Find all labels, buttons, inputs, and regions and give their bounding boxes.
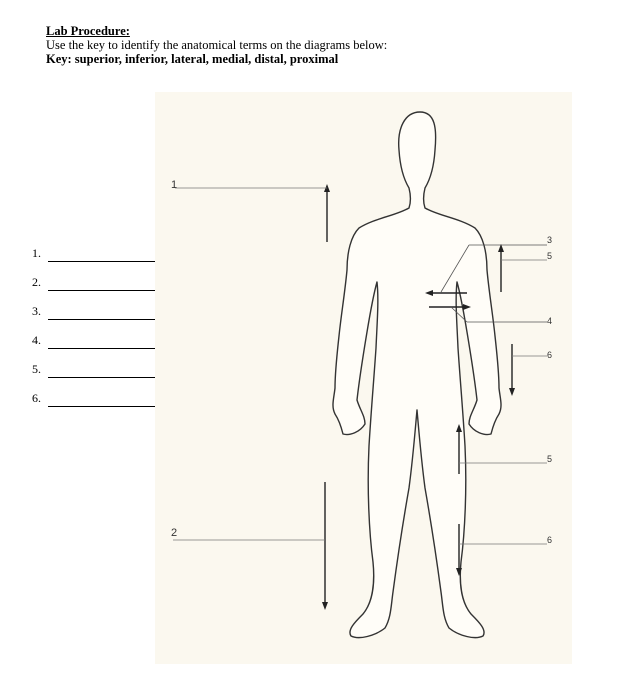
answer-number: 2. — [32, 275, 41, 289]
body-outline — [333, 112, 501, 638]
key-text: Key: superior, inferior, lateral, medial, distal, proximal — [46, 52, 339, 66]
procedure-title: Lab Procedure: — [46, 24, 130, 38]
answer-number: 1. — [32, 246, 41, 260]
figure-label-5a: 5 — [547, 251, 553, 261]
answer-number: 3. — [32, 304, 41, 318]
answer-number: 5. — [32, 362, 41, 376]
figure-label-5b: 5 — [547, 454, 553, 464]
figure-label-2: 2 — [171, 527, 178, 539]
figure-label-3: 3 — [547, 235, 553, 245]
instructions-header — [46, 24, 387, 66]
figure-label-6b: 6 — [547, 535, 553, 545]
answer-number: 4. — [32, 333, 41, 347]
body-diagram — [155, 92, 572, 664]
instruction-text: Use the key to identify the anatomical terms on the diagrams below: — [46, 38, 388, 52]
body-diagram-svg — [155, 92, 572, 664]
figure-label-6a: 6 — [547, 350, 553, 360]
answer-number: 6. — [32, 391, 41, 405]
figure-label-1: 1 — [171, 179, 178, 191]
figure-label-4: 4 — [547, 316, 553, 326]
